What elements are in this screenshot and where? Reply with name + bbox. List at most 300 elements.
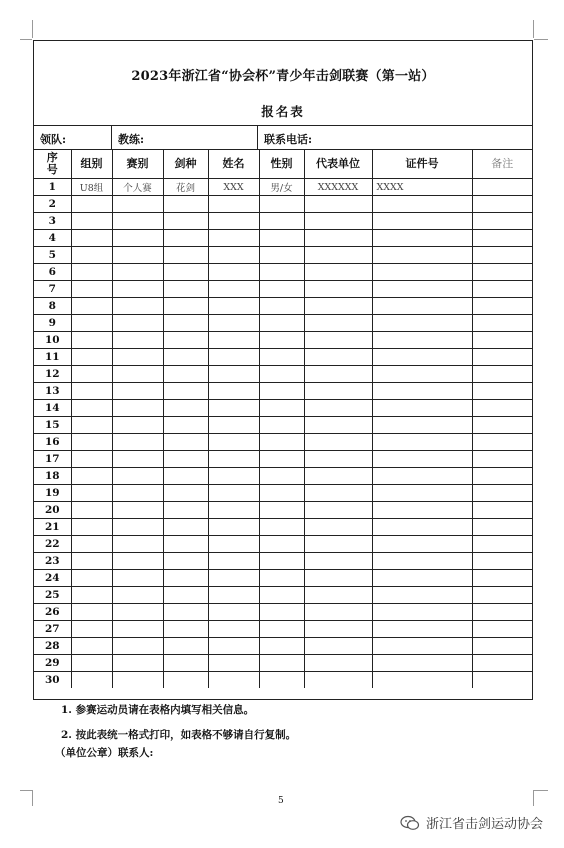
table-cell[interactable]	[208, 349, 259, 366]
table-cell[interactable]	[163, 383, 208, 400]
table-cell[interactable]	[372, 434, 472, 451]
table-cell[interactable]: XXXX	[372, 179, 472, 196]
table-cell[interactable]: 花剑	[163, 179, 208, 196]
table-cell[interactable]	[71, 604, 112, 621]
table-cell[interactable]	[372, 655, 472, 672]
table-row	[34, 519, 532, 536]
table-cell[interactable]	[472, 485, 532, 502]
table-cell[interactable]	[304, 417, 372, 434]
table-cell[interactable]	[259, 400, 304, 417]
table-cell[interactable]	[372, 349, 472, 366]
table-cell[interactable]	[163, 485, 208, 502]
table-cell[interactable]	[112, 400, 163, 417]
table-cell[interactable]	[208, 485, 259, 502]
table-row	[34, 332, 532, 349]
table-cell[interactable]	[112, 230, 163, 247]
table-cell[interactable]	[259, 213, 304, 230]
row-number: 4	[34, 230, 71, 247]
table-cell[interactable]	[112, 451, 163, 468]
table-cell[interactable]: XXX	[208, 179, 259, 196]
table-cell[interactable]: U8组	[71, 179, 112, 196]
table-cell[interactable]	[304, 519, 372, 536]
table-cell[interactable]	[112, 247, 163, 264]
table-cell[interactable]	[259, 553, 304, 570]
table-row	[34, 366, 532, 383]
table-cell[interactable]	[259, 672, 304, 689]
row-number: 3	[34, 213, 71, 230]
table-cell[interactable]	[472, 587, 532, 604]
table-cell[interactable]	[372, 196, 472, 213]
table-cell[interactable]	[208, 502, 259, 519]
row-number: 5	[34, 247, 71, 264]
table-cell[interactable]	[112, 502, 163, 519]
table-cell[interactable]	[71, 451, 112, 468]
table-cell[interactable]	[71, 570, 112, 587]
table-row	[34, 230, 532, 247]
crop-mark-bottom-right-v	[533, 790, 535, 806]
table-cell[interactable]	[304, 604, 372, 621]
table-cell[interactable]	[163, 672, 208, 689]
row-number: 11	[34, 349, 71, 366]
note-seal-contact: （单位公章）联系人:	[55, 747, 154, 759]
table-cell[interactable]	[259, 536, 304, 553]
table-cell[interactable]	[259, 281, 304, 298]
table-cell[interactable]	[112, 536, 163, 553]
table-cell[interactable]	[163, 587, 208, 604]
table-cell[interactable]	[472, 196, 532, 213]
table-cell[interactable]	[372, 587, 472, 604]
table-cell[interactable]	[304, 638, 372, 655]
table-cell[interactable]	[112, 315, 163, 332]
table-cell[interactable]	[472, 349, 532, 366]
table-cell[interactable]	[163, 366, 208, 383]
table-cell[interactable]	[304, 587, 372, 604]
table-cell[interactable]	[259, 349, 304, 366]
table-cell[interactable]	[259, 298, 304, 315]
table-cell[interactable]	[304, 485, 372, 502]
table-cell[interactable]	[163, 332, 208, 349]
table-cell[interactable]	[112, 655, 163, 672]
table-cell[interactable]	[304, 366, 372, 383]
table-cell[interactable]	[112, 366, 163, 383]
table-cell[interactable]	[259, 621, 304, 638]
table-row	[34, 264, 532, 281]
table-cell[interactable]	[259, 196, 304, 213]
info-divider	[111, 126, 112, 149]
table-cell[interactable]	[304, 434, 372, 451]
table-cell[interactable]	[304, 672, 372, 689]
table-cell[interactable]	[112, 587, 163, 604]
table-cell[interactable]	[259, 434, 304, 451]
row-number: 21	[34, 519, 71, 536]
table-cell[interactable]	[112, 638, 163, 655]
table-cell[interactable]	[208, 536, 259, 553]
table-cell[interactable]	[259, 587, 304, 604]
table-cell[interactable]: XXXXXX	[304, 179, 372, 196]
table-cell[interactable]	[304, 400, 372, 417]
table-cell[interactable]	[71, 468, 112, 485]
table-cell[interactable]	[372, 417, 472, 434]
table-cell[interactable]	[112, 349, 163, 366]
table-cell[interactable]	[259, 485, 304, 502]
table-cell[interactable]	[208, 366, 259, 383]
table-cell[interactable]	[472, 298, 532, 315]
table-cell[interactable]	[304, 298, 372, 315]
table-cell[interactable]	[372, 570, 472, 587]
table-row	[34, 315, 532, 332]
table-cell[interactable]	[71, 366, 112, 383]
table-cell[interactable]	[208, 298, 259, 315]
table-cell[interactable]	[112, 196, 163, 213]
table-cell[interactable]	[304, 536, 372, 553]
table-cell[interactable]	[112, 672, 163, 689]
table-cell[interactable]	[112, 621, 163, 638]
table-cell[interactable]	[208, 553, 259, 570]
table-cell[interactable]	[304, 502, 372, 519]
table-cell[interactable]	[372, 604, 472, 621]
table-cell[interactable]: 个人赛	[112, 179, 163, 196]
table-cell[interactable]	[259, 264, 304, 281]
table-cell[interactable]	[163, 417, 208, 434]
table-cell[interactable]	[71, 247, 112, 264]
table-row	[34, 213, 532, 230]
table-cell[interactable]	[304, 332, 372, 349]
table-cell[interactable]	[163, 349, 208, 366]
table-cell[interactable]	[372, 366, 472, 383]
table-cell[interactable]	[71, 298, 112, 315]
table-row	[34, 383, 532, 400]
table-cell[interactable]	[304, 553, 372, 570]
table-cell[interactable]	[208, 587, 259, 604]
row-number: 18	[34, 468, 71, 485]
crop-mark-bottom-left-v	[32, 790, 34, 806]
table-cell[interactable]	[372, 213, 472, 230]
table-cell[interactable]	[472, 638, 532, 655]
table-cell[interactable]	[112, 519, 163, 536]
table-cell[interactable]	[163, 213, 208, 230]
table-cell[interactable]	[372, 230, 472, 247]
table-cell[interactable]	[71, 587, 112, 604]
table-cell[interactable]	[208, 230, 259, 247]
table-cell[interactable]	[208, 434, 259, 451]
table-cell[interactable]	[71, 332, 112, 349]
table-cell[interactable]	[163, 638, 208, 655]
table-cell[interactable]	[208, 672, 259, 689]
table-cell[interactable]	[259, 604, 304, 621]
table-cell[interactable]	[71, 519, 112, 536]
table-cell[interactable]	[259, 332, 304, 349]
table-cell[interactable]	[71, 315, 112, 332]
table-cell[interactable]	[304, 247, 372, 264]
registration-form	[33, 40, 533, 700]
table-cell[interactable]	[304, 655, 372, 672]
table-cell[interactable]	[259, 315, 304, 332]
table-cell[interactable]	[71, 502, 112, 519]
row-number: 15	[34, 417, 71, 434]
table-cell[interactable]	[372, 451, 472, 468]
crop-mark-top-left-v	[32, 20, 34, 38]
table-cell[interactable]	[163, 281, 208, 298]
table-cell[interactable]	[304, 570, 372, 587]
table-cell[interactable]	[304, 213, 372, 230]
column-header: 姓名	[208, 150, 259, 179]
table-cell[interactable]	[472, 536, 532, 553]
table-cell[interactable]	[163, 247, 208, 264]
table-cell[interactable]	[112, 468, 163, 485]
table-cell[interactable]	[372, 247, 472, 264]
table-cell[interactable]	[472, 213, 532, 230]
table-cell[interactable]	[472, 400, 532, 417]
table-cell[interactable]	[208, 417, 259, 434]
row-number: 9	[34, 315, 71, 332]
table-cell[interactable]	[71, 434, 112, 451]
table-cell[interactable]	[304, 264, 372, 281]
table-row	[34, 451, 532, 468]
table-cell[interactable]	[372, 264, 472, 281]
table-cell[interactable]	[163, 451, 208, 468]
table-cell[interactable]	[304, 230, 372, 247]
table-cell[interactable]	[372, 332, 472, 349]
table-cell[interactable]	[208, 468, 259, 485]
table-cell[interactable]	[71, 536, 112, 553]
table-cell[interactable]	[208, 281, 259, 298]
table-cell[interactable]	[372, 400, 472, 417]
table-cell[interactable]	[372, 383, 472, 400]
table-cell[interactable]: 男/女	[259, 179, 304, 196]
table-cell[interactable]	[372, 281, 472, 298]
table-cell[interactable]	[112, 332, 163, 349]
table-cell[interactable]	[208, 655, 259, 672]
table-cell[interactable]	[112, 298, 163, 315]
table-cell[interactable]	[472, 383, 532, 400]
table-cell[interactable]	[304, 468, 372, 485]
table-cell[interactable]	[112, 553, 163, 570]
table-cell[interactable]	[71, 672, 112, 689]
table-cell[interactable]	[71, 638, 112, 655]
table-cell[interactable]	[163, 655, 208, 672]
table-row	[34, 196, 532, 213]
table-cell[interactable]	[112, 604, 163, 621]
phone-label: 联系电话:	[264, 133, 313, 146]
table-cell[interactable]	[163, 502, 208, 519]
table-cell[interactable]	[472, 332, 532, 349]
table-cell[interactable]	[71, 264, 112, 281]
table-cell[interactable]	[259, 502, 304, 519]
table-cell[interactable]	[472, 230, 532, 247]
table-cell[interactable]	[472, 281, 532, 298]
row-number: 27	[34, 621, 71, 638]
table-cell[interactable]	[112, 434, 163, 451]
table-cell[interactable]	[208, 451, 259, 468]
table-cell[interactable]	[372, 468, 472, 485]
table-cell[interactable]	[71, 400, 112, 417]
table-cell[interactable]	[472, 672, 532, 689]
row-number: 10	[34, 332, 71, 349]
table-cell[interactable]	[259, 451, 304, 468]
table-cell[interactable]	[472, 366, 532, 383]
table-cell[interactable]	[71, 383, 112, 400]
row-number: 8	[34, 298, 71, 315]
table-cell[interactable]	[372, 519, 472, 536]
table-row	[34, 400, 532, 417]
table-row	[34, 468, 532, 485]
table-cell[interactable]	[208, 315, 259, 332]
table-row	[34, 536, 532, 553]
table-cell[interactable]	[372, 298, 472, 315]
table-row	[34, 434, 532, 451]
coach-label: 教练:	[118, 133, 145, 146]
table-cell[interactable]	[372, 672, 472, 689]
table-cell[interactable]	[259, 417, 304, 434]
watermark	[400, 813, 543, 832]
table-cell[interactable]	[472, 315, 532, 332]
row-number: 25	[34, 587, 71, 604]
table-cell[interactable]	[163, 570, 208, 587]
table-cell[interactable]	[304, 451, 372, 468]
row-number: 12	[34, 366, 71, 383]
table-cell[interactable]	[163, 621, 208, 638]
table-cell[interactable]	[71, 417, 112, 434]
table-cell[interactable]	[304, 196, 372, 213]
table-row	[34, 485, 532, 502]
table-cell[interactable]	[208, 264, 259, 281]
table-cell[interactable]	[71, 621, 112, 638]
row-number: 29	[34, 655, 71, 672]
table-cell[interactable]	[163, 400, 208, 417]
table-cell[interactable]	[112, 383, 163, 400]
table-cell[interactable]	[208, 604, 259, 621]
table-cell[interactable]	[163, 519, 208, 536]
table-cell[interactable]	[372, 315, 472, 332]
table-cell[interactable]	[372, 536, 472, 553]
table-row	[34, 553, 532, 570]
table-cell[interactable]	[208, 638, 259, 655]
crop-mark-top-right-v	[533, 20, 535, 38]
row-number: 20	[34, 502, 71, 519]
table-cell[interactable]	[304, 281, 372, 298]
table-cell[interactable]	[208, 519, 259, 536]
table-cell[interactable]	[112, 485, 163, 502]
row-number: 13	[34, 383, 71, 400]
table-cell[interactable]	[163, 264, 208, 281]
table-cell[interactable]	[472, 553, 532, 570]
table-cell[interactable]	[163, 434, 208, 451]
table-cell[interactable]	[472, 621, 532, 638]
table-cell[interactable]	[259, 383, 304, 400]
crop-mark-top-right	[534, 38, 548, 40]
column-header: 赛别	[112, 150, 163, 179]
row-number: 2	[34, 196, 71, 213]
table-cell[interactable]	[112, 281, 163, 298]
table-cell[interactable]	[372, 502, 472, 519]
table-cell[interactable]	[112, 264, 163, 281]
table-cell[interactable]	[472, 417, 532, 434]
table-cell[interactable]	[472, 604, 532, 621]
table-cell[interactable]	[304, 383, 372, 400]
table-cell[interactable]	[259, 230, 304, 247]
table-cell[interactable]	[208, 196, 259, 213]
table-cell[interactable]	[71, 553, 112, 570]
table-cell[interactable]	[163, 553, 208, 570]
table-cell[interactable]	[208, 247, 259, 264]
table-cell[interactable]	[259, 366, 304, 383]
table-cell[interactable]	[71, 655, 112, 672]
table-cell[interactable]	[71, 349, 112, 366]
table-cell[interactable]	[163, 536, 208, 553]
table-cell[interactable]	[472, 502, 532, 519]
note-2: 2. 按此表统一格式打印，如表格不够请自行复制。	[61, 729, 297, 741]
row-number: 6	[34, 264, 71, 281]
table-cell[interactable]	[472, 655, 532, 672]
table-cell[interactable]	[208, 621, 259, 638]
row-number: 19	[34, 485, 71, 502]
table-cell[interactable]	[112, 417, 163, 434]
table-cell[interactable]	[259, 638, 304, 655]
table-row	[34, 604, 532, 621]
table-cell[interactable]	[372, 485, 472, 502]
table-cell[interactable]	[112, 570, 163, 587]
table-row	[34, 570, 532, 587]
table-cell[interactable]	[71, 485, 112, 502]
table-cell[interactable]	[372, 638, 472, 655]
table-cell[interactable]	[472, 468, 532, 485]
table-cell[interactable]	[304, 621, 372, 638]
table-cell[interactable]	[208, 400, 259, 417]
registration-table	[34, 150, 532, 688]
table-row	[34, 179, 532, 196]
table-cell[interactable]	[208, 332, 259, 349]
table-cell[interactable]	[208, 570, 259, 587]
table-cell[interactable]	[163, 298, 208, 315]
table-cell[interactable]	[208, 213, 259, 230]
table-row	[34, 655, 532, 672]
table-cell[interactable]	[259, 468, 304, 485]
table-cell[interactable]	[472, 519, 532, 536]
table-row	[34, 502, 532, 519]
table-cell[interactable]	[208, 383, 259, 400]
table-cell[interactable]	[71, 281, 112, 298]
table-cell[interactable]	[163, 604, 208, 621]
table-cell[interactable]	[259, 519, 304, 536]
table-cell[interactable]	[163, 468, 208, 485]
table-cell[interactable]	[112, 213, 163, 230]
table-cell[interactable]	[372, 553, 472, 570]
table-cell[interactable]	[71, 213, 112, 230]
table-row	[34, 349, 532, 366]
table-cell[interactable]	[71, 230, 112, 247]
table-cell[interactable]	[472, 434, 532, 451]
row-number: 24	[34, 570, 71, 587]
table-cell[interactable]	[304, 315, 372, 332]
table-cell[interactable]	[472, 247, 532, 264]
table-cell[interactable]	[259, 655, 304, 672]
table-cell[interactable]	[259, 570, 304, 587]
table-cell[interactable]	[304, 349, 372, 366]
table-cell[interactable]	[472, 451, 532, 468]
table-cell[interactable]	[372, 621, 472, 638]
form-subtitle: 报名表	[261, 104, 305, 119]
table-cell[interactable]	[472, 179, 532, 196]
table-cell[interactable]	[472, 570, 532, 587]
table-cell[interactable]	[163, 315, 208, 332]
table-cell[interactable]	[163, 196, 208, 213]
table-cell[interactable]	[71, 196, 112, 213]
crop-mark-bottom-right	[534, 789, 548, 791]
table-row	[34, 638, 532, 655]
table-cell[interactable]	[472, 264, 532, 281]
table-cell[interactable]	[259, 247, 304, 264]
table-cell[interactable]	[163, 230, 208, 247]
